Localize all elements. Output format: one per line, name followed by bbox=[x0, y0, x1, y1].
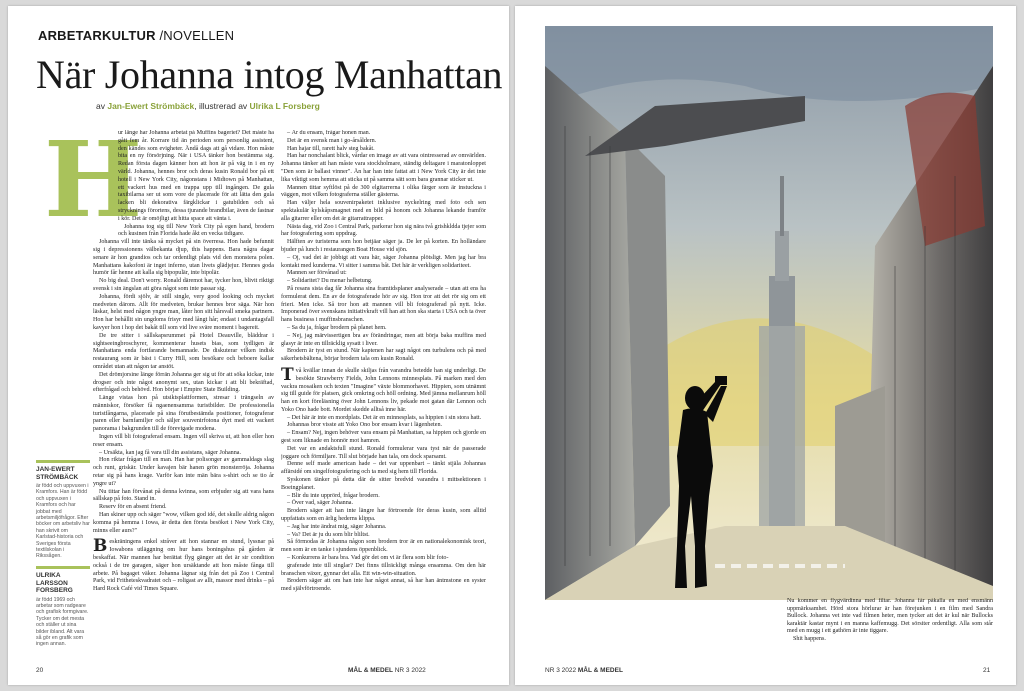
paragraph: Så förmodas är Johanna någon som brodern tror är en nationalekonomisk teori, men som är en tanke i sjundens öppenblick. bbox=[281, 539, 486, 554]
dropcap-spacer bbox=[36, 118, 143, 241]
paragraph: – Konkurrens är bara bra. Vad gör det om vi är flera som blir foto- bbox=[287, 555, 449, 562]
right-page bbox=[515, 6, 1016, 685]
paragraph: – Sa du ja, frågar brodern på planet hem. bbox=[287, 324, 387, 331]
paragraph: Hon riktar frågan till en man. Han har polisonger av gammaldags slag och runt, griskär. Under kavajen bär hanen grön monsterröja. Johanna retar sig på hans krage. Varför kan inte män bära s-shirt och se tio år yngre ut? bbox=[93, 457, 274, 487]
author-name: Jan-Ewert Strömbäck bbox=[107, 101, 195, 111]
inline-drop-cap: B bbox=[93, 536, 108, 557]
article-title: När Johanna intog Manhattan bbox=[36, 52, 503, 97]
paragraph: Brodern säger att om han inte har något annat, så har han äntmstone en syster med självförtroende. bbox=[281, 578, 486, 593]
sidebar-bio: är född och uppvuxen i Kramfors. Han är född och uppvuxen i Kramfors och har jobbat med arbetsmiljöfrågor. Efter böcker om arbetsliv har han skrivit om Karlstad-historia och Sveriges första textilskolan i Rikssågen. bbox=[36, 483, 90, 560]
paragraph: Det är en svensk man i go-årsåldern. bbox=[287, 137, 377, 144]
paragraph: – Över vad, säger Johanna. bbox=[287, 500, 353, 507]
paragraph: Hälften av turisterna som hon betjäar säger ja. De ler på korten. En holländare bjuder på lunch i restaurangen Boat House vid sjön. bbox=[281, 239, 486, 253]
paragraph: – Det här är inte en mordplats. Det är en minnesplats, sa hippien i sin stora hatt. bbox=[287, 414, 482, 421]
paragraph: – Nej, jag märvissertigen bra av förändringar, men att börja baka muffins med glasyr är inte en tillräcklig sysatt i liver. bbox=[281, 332, 486, 347]
paragraph: – Blir du inte upprörd, frågar brodern. bbox=[287, 492, 380, 499]
paragraph: Mannen tittar syftlöst på de 300 elgitarrerna i olika färger som är instuckna i väggen, mot vilken fotograferna ställer gästerna. bbox=[281, 184, 486, 199]
paragraph: – Ursäkta, kan jag få vara till din assistans, säger Johanna. bbox=[99, 449, 241, 456]
closing-line: Shit happens. bbox=[793, 635, 826, 642]
sidebar-bio: är född 1969 och arbetar som radgeare och grafisk formgivare. Tycker om det mesta och ställer ut sina bilder ibland. Alt vara så gör en grafik som ingen annan. bbox=[36, 596, 89, 648]
paragraph: Länge vistas hon på utsiktsplattformen, stresar i trängseln av människor, försöker få ngaenensamma turistbilder. De professionella turistfångarna, placerade på sina förutbestämda positioner, fotograferar paren eller barnfamiljer och säljer souvenirfotona dyrt med ett vackert panorama i bakgrunden till de förevigade modena. bbox=[93, 395, 274, 433]
paragraph: Ingen vill bli fotograferad ensam. Ingen vill skriva ut, att hon eller hon reser ensam. bbox=[93, 434, 274, 448]
sidebar-name: JAN-EWERT STRÖMBÄCK bbox=[36, 466, 79, 481]
section-paragraph: Beskräningens enkel stråver att hon stannar en stund, lyssnar på Iowabons utläggning om hur hans boningshus på gården är beskaffat. När mannen har berättat flyg gänger att det är sir condition också i de tre garagen, säger hon ursäktande att hon måste fånga till arbete. På bagaget väker. Johanna lägnar sig från det på Zoo i Central Park, vid Fritheteskvadratet och – roligast av allt, massor med drinks – på Hard Rock Café vid Times Square. bbox=[93, 536, 274, 593]
inline-drop-cap: T bbox=[281, 364, 294, 385]
paragraph: De tre sitter i sällskapsrummet på Hotel Deauville, bläddrar i sightseeingbroschyrer, kommenterar husets bias, som tydligen är Manhattans enda fortfarande bemannade. De diskuterar vilken indisk restaurang som är bäst i Curry Hill, som besökare och beboere kallar området utan att någon tar anstöt. bbox=[93, 332, 274, 370]
paragraph: graferade inte till singlar? Det finns tillräckligt många ensamma. Om den här branschen växer, gynnar det alla. Ett win-win-situation. bbox=[281, 562, 486, 577]
paragraph: – Är du ensam, frågar honen man. bbox=[287, 130, 371, 136]
sidebar-name: ULRIKA LARSSON FORSBERG bbox=[36, 572, 73, 594]
paragraph: – Va? Det är ju du som blir bliltst. bbox=[287, 531, 370, 538]
magazine-spread bbox=[8, 6, 1016, 685]
paragraph: – Jag har inte ändrat mig, säger Johanna. bbox=[287, 523, 387, 530]
page-number-left: 20 bbox=[36, 667, 44, 674]
section-paragraph: Två kvällar innan de skulle skiljas från varandra betedde han sig underligt. De besökte Strawberry Fields, John Lennons minnesplats. På marken med den vackra mosaiken och texten "Imagine" växte blommorhavet. Hippien, som utnämnt sig till guide för platsen, gick omkring och höll ordning. Med jämna mellanrum höll han en kort föreläsning över John Lennons liv, pekade mot gatan där Lennon och Yoko Ono hade bott. Mordet skedde alltså inne här. bbox=[281, 364, 486, 413]
sidebar-rule bbox=[36, 460, 90, 463]
paragraph: Johanna tog sig till New York City på egen hand, brodern och kusinen från Florida hade åkt en vecka tidigare. bbox=[118, 223, 274, 238]
paragraph: Johanna vill inte tänka så mycket på sin överresa. Hon hade befunnit sig i depressionens välbekanta djup, this happens. Bara några dagar senare är hon grandios och tar ordentligt plats vid den monstera polen. Manhattans kakofoni är inget inferno, utan livets glädjejur. Hennes goda humör får henne att kalla sig bipopulär, inte bipolär. bbox=[93, 239, 274, 277]
lead-paragraph: ur länge har Johanna arbetat på Muffins bageriet? Det måste ha gått fem år. Korrare tid än perioden som personlig assistent, den kändes som evigheter. Ändå dags att gå vidare. Hon måste bita en ny försörjning. När i USA tänker hon bestämma sig. Redan första dagen känner hon att hon är på väg in i en ny värld. Johanna, hennes bror och deras kusin Ronald bor på ett hotell i New York City, någonstans i Midtown på Manhattan, ett vackert hus med en trappa upp till ingången. De gula taxibilarna ser ut som vore de placerade för att lätta den gula lacken bli dekorativa färgklickar i gatubilden och så strycknings förortens, dessa tjurande brandbilar, även de fastnar i kör. Det är omöjligt att hitta space att vänta i. bbox=[118, 130, 274, 222]
paragraph: Han skiner upp och säger "wow, vilken god idé, det skulle aldrig någon komma på hemma i Iowa, är detta den första besöket i New York City, minns eller aurs?" bbox=[93, 512, 274, 534]
drop-cap: H bbox=[44, 118, 143, 241]
sidebar-author-bio bbox=[36, 460, 90, 560]
paragraph: Brodern säger att han inte längre har förtroende för deras kusin, som alltid uppfattats som en ärlig hederns klippa. bbox=[281, 508, 486, 523]
paragraph: På resans sista dag får Johanna sina framtidsplaner analyserade – utan att ens ha formulerat dem. En av de fotograferade hör av sig. Hon tror att det rör sig om ett frieri. Men icke. Så tror hon att mannen vill bli fotograferad på nytt. Icke. Imponerad över svenskans initiativkraft vill han att hon ska starta i USA och ta över hans business i muffinsbranschen. bbox=[281, 285, 486, 324]
page-number-right: 21 bbox=[983, 667, 991, 674]
paragraph: Nu tittar han förvånat på denna kvinna, som erbjuder sig att vara hans sällskap på foto. Stand in. bbox=[93, 488, 274, 503]
paragraph: Nu kommer en flygvärdinna med filtar. Johanna får påkalla en med ensmänn uppmärksamhet. Hörd stora hörlurar är han förejunken i en film med Sandra Bullock. Johanna vet inte vad filmen heter, men tycker att det är kul när Bullocks karaktär kastar mynt i en manna kaffemugg. Det sörsiter ordentligt. Alla som står med en mugg i ett gathörn är inte tiggare. bbox=[787, 598, 993, 635]
paragraph: Han har nonchalant blick, vårdar en image av att vara ointresserad av omvärlden. Johanna tänker att han måste vara stockholmare, ständig deltagare i maratonloppet "Den som är ballast vinner". Än har han inte fattat att i New York City är det inte lika viktigt som hemma att sticka ut på samma sätt som bara grannar sticker ut. bbox=[281, 153, 486, 183]
paragraph: Han hajar till, rarett halv steg bakåt. bbox=[287, 145, 375, 152]
body-column-right-3 bbox=[787, 598, 993, 668]
left-page bbox=[8, 6, 509, 685]
paragraph: No big deal. Don't worry. Ronald däremot har, tycker hon, blivit riktigt svensk i sin ängslan att göra något som inte passar sig. bbox=[93, 278, 274, 292]
paragraph: Det drömjorsine länge förrän Johanna ger sig ut för att söka kickar, inte drogser och inte något anonymt sex, utan kickar i att bli bekräftad, efterfrågad och behövd. Hon börjar i Empire State Building. bbox=[93, 371, 274, 394]
body-column-2 bbox=[281, 130, 486, 662]
watercolor-illustration bbox=[545, 26, 993, 600]
paragraph: Johanna, fördi sjölv, är still single, very good looking och mycket medveten därom. Allt för medveten, brukar hennes bror säga. När hon läskar, helst med någon yngre man, låter hon sitt hårsvall smeka partnern. Hon har behållit sin ungdoms frisyr med långt hår; endast i undantagsfall kavyer hon i hop det bakåt till som vid live sväre moment i bagereit. bbox=[93, 293, 274, 331]
paragraph: Denne self made american hade – det var uppenbart – tänkt stjäla Johannas affärsidé om singelfotografering och ta med sig hem till Florida. bbox=[281, 461, 486, 476]
section-rubric: ARBETARKULTUR /NOVELLEN bbox=[38, 28, 235, 43]
paragraph: Johannas bror visste att Yoko Ono bor ensam kvar i lägenheten. bbox=[287, 422, 443, 429]
city-skyline-illustration bbox=[545, 26, 993, 600]
paragraph: Han väljer hela souvenirpaketet inklusive nyckelring med foto och sen spektakulär kylskåpsmagnet med en bild på honom och Johanna lekande framför alla gitarrer eller om det är gitarrattrapper. bbox=[281, 200, 486, 222]
byline: av Jan-Ewert Strömbäck, illustrerad av Ulrika L Forsberg bbox=[96, 101, 320, 111]
sidebar-rule bbox=[36, 566, 90, 569]
paragraph: – Oj, vad det är jobbigt att vara här, säger Johanna plötsligt. Men jag har bra kontakt med kunderna. Vi sitter i samma båt. Det här är verkligen solidariteet. bbox=[281, 254, 486, 269]
illustrator-name: Ulrika L Forsberg bbox=[249, 101, 320, 111]
paragraph: Det var en andaktsfull stund. Ronald formulerar vara tyst när de passerade joggare och förmiljare. Till slut började han tala, om dock sparsamt. bbox=[281, 445, 486, 460]
paragraph: Syskonen tänker på detta där de sitter bredvid varandra i mittsektionen i Boeingplanet. bbox=[281, 477, 486, 491]
paragraph: Reserv för en absent friend. bbox=[99, 504, 167, 511]
footer-magazine-right: NR 3 2022 MÅL & MEDEL bbox=[545, 667, 623, 674]
sidebar-illustrator-bio bbox=[36, 566, 90, 648]
paragraph: Nästa dag, vid Zoo i Central Park, parkerar hon sig nära två grishkldda tjejer som har fotografering som uppdrag. bbox=[281, 223, 486, 238]
paragraph: – Ensam? Nej, ingen behöver vara ensam på Manhattan, sa hippien och gjorde en gest som liknade en honnör mot hamren. bbox=[281, 430, 486, 445]
paragraph: Mannen ser förvånad ut: bbox=[287, 270, 347, 277]
paragraph: – Solidaritet? Du menar helbetung. bbox=[287, 278, 373, 285]
footer-magazine-left: MÅL & MEDEL NR 3 2022 bbox=[348, 667, 426, 674]
paragraph: Brodern är tyst en stund. När kaptenen har sagt något om turbulens och på med säkerhetsbältena, börjar brodern tala om kusin Ronald. bbox=[281, 348, 486, 363]
